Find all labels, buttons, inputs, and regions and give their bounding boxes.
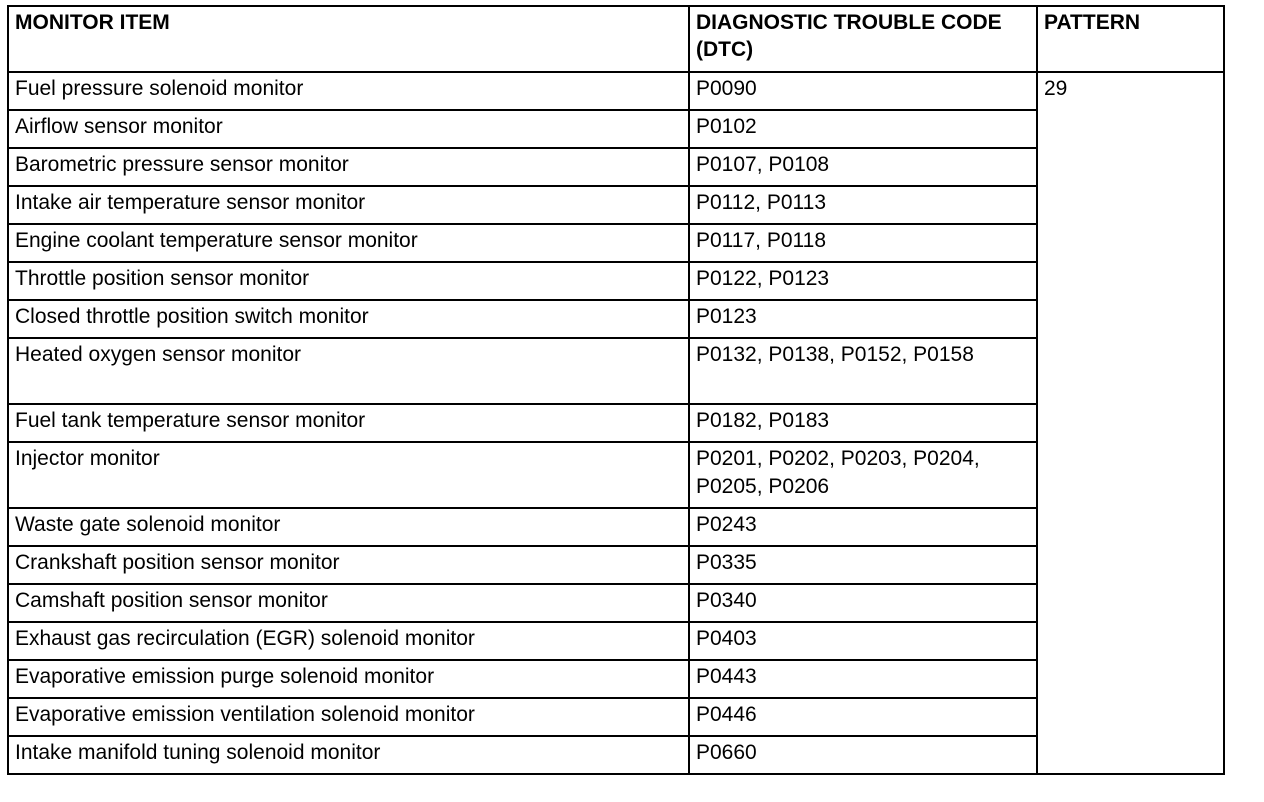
dtc-cell: P0243 <box>689 508 1037 546</box>
dtc-cell: P0340 <box>689 584 1037 622</box>
dtc-table <box>7 5 1225 775</box>
dtc-cell: P0446 <box>689 698 1037 736</box>
monitor-item-cell: Heated oxygen sensor monitor <box>8 338 689 404</box>
dtc-cell: P0201, P0202, P0203, P0204, P0205, P0206 <box>689 442 1037 508</box>
dtc-cell: P0443 <box>689 660 1037 698</box>
monitor-item-cell: Camshaft position sensor monitor <box>8 584 689 622</box>
header-monitor-item: MONITOR ITEM <box>8 6 689 72</box>
monitor-item-cell: Engine coolant temperature sensor monitor <box>8 224 689 262</box>
dtc-cell: P0090 <box>689 72 1037 110</box>
monitor-item-cell: Intake manifold tuning solenoid monitor <box>8 736 689 774</box>
dtc-cell: P0122, P0123 <box>689 262 1037 300</box>
monitor-item-cell: Waste gate solenoid monitor <box>8 508 689 546</box>
dtc-cell: P0117, P0118 <box>689 224 1037 262</box>
dtc-cell: P0182, P0183 <box>689 404 1037 442</box>
monitor-item-cell: Exhaust gas recirculation (EGR) solenoid monitor <box>8 622 689 660</box>
pattern-cell: 29 <box>1037 72 1224 774</box>
dtc-cell: P0660 <box>689 736 1037 774</box>
monitor-item-cell: Evaporative emission ventilation solenoid monitor <box>8 698 689 736</box>
monitor-item-cell: Fuel pressure solenoid monitor <box>8 72 689 110</box>
monitor-item-cell: Throttle position sensor monitor <box>8 262 689 300</box>
dtc-cell: P0335 <box>689 546 1037 584</box>
dtc-cell: P0107, P0108 <box>689 148 1037 186</box>
monitor-item-cell: Barometric pressure sensor monitor <box>8 148 689 186</box>
table-row <box>8 72 1224 110</box>
monitor-item-cell: Airflow sensor monitor <box>8 110 689 148</box>
dtc-cell: P0132, P0138, P0152, P0158 <box>689 338 1037 404</box>
monitor-item-cell: Injector monitor <box>8 442 689 508</box>
monitor-item-cell: Closed throttle position switch monitor <box>8 300 689 338</box>
dtc-cell: P0123 <box>689 300 1037 338</box>
monitor-item-cell: Crankshaft position sensor monitor <box>8 546 689 584</box>
monitor-item-cell: Fuel tank temperature sensor monitor <box>8 404 689 442</box>
header-dtc: DIAGNOSTIC TROUBLE CODE (DTC) <box>689 6 1037 72</box>
dtc-cell: P0403 <box>689 622 1037 660</box>
header-row <box>8 6 1224 72</box>
dtc-cell: P0112, P0113 <box>689 186 1037 224</box>
monitor-item-cell: Intake air temperature sensor monitor <box>8 186 689 224</box>
header-pattern: PATTERN <box>1037 6 1224 72</box>
dtc-cell: P0102 <box>689 110 1037 148</box>
monitor-item-cell: Evaporative emission purge solenoid monitor <box>8 660 689 698</box>
